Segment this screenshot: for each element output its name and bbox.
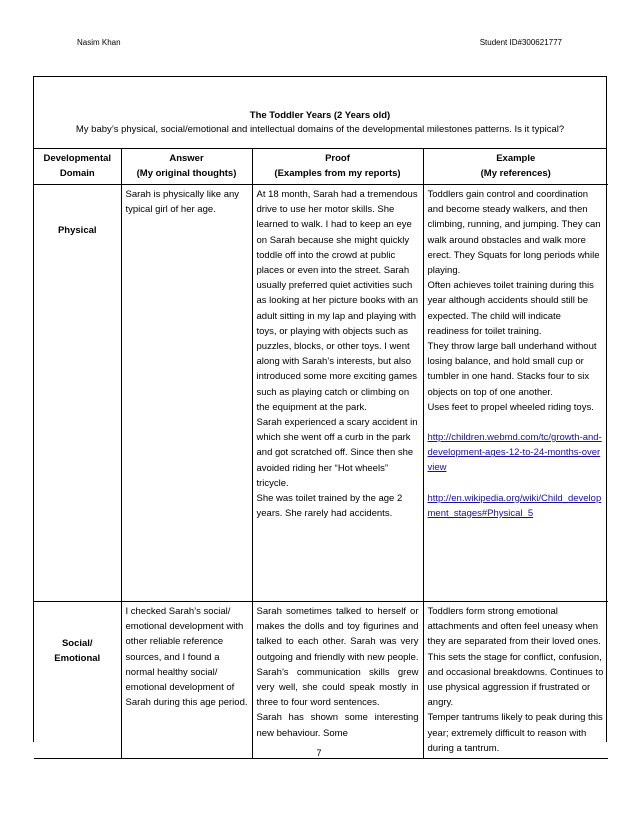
social-example-cell [423,602,608,759]
social-example-paragraph-2: Temper tantrums likely to peak during this year; extremely difficult to reason with during a tantrum. [427,712,603,754]
col-header-example-line1: Example [496,153,536,164]
col-header-example-line2: (My references) [480,168,551,180]
physical-proof-paragraph-2: Sarah experienced a scary accident in which she went off a curb in the park and got scratched off. Since then she avoided riding her “Hot wheels” tricycle. [256,417,418,489]
milestones-table-frame [33,76,607,754]
social-domain-line2: Emotional [54,653,101,665]
physical-proof-paragraph-1: At 18 month, Sarah had a tremendous drive to use her motor skills. She learned to walk. I had to keep an eye on Sarah because she might quickly toddle off into the crowd at public places or even into the street. Sarah usually preferred quiet activities such as looking at her picture books with an adult sitting in my lap and playing with toys, or playing with objects such as puzzles, blocks, or other toys. I went along with Sarah’s interests, but also introduced some more exciting games such as playing catch or climbing on the equipment at the park. [256,189,419,413]
social-proof-paragraph-1: Sarah sometimes talked to herself or makes the dolls and toy figurines and talked to each other. Sarah was very outgoing and friendly with new people. Sarah’s communication skills grew very well, she could speak mostly in three to four word sentences. [256,606,419,709]
reference-link-wikipedia[interactable]: http://en.wikipedia.org/wiki/Child_development_stages#Physical_5 [427,492,602,519]
physical-example-paragraph-3: They throw large ball underhand without losing balance, and hold small cup or tumbler in one hand. Stacks four to six objects on top of one another. [427,341,597,398]
col-header-domain [34,149,121,185]
physical-proof-paragraph-3: She was toilet trained by the age 2 years. She rarely had accidents. [256,493,403,520]
table-row-physical [34,185,608,602]
social-answer-cell: I checked Sarah’s social/ emotional development with other reliable reference sources, and I found a normal healthy social/ emotional development of Sarah during this age period. [121,602,252,759]
col-header-domain-line2: Domain [59,168,95,180]
social-example-paragraph-1: Toddlers form strong emotional attachments and often feel uneasy when they are separated from their loved ones. This sets the stage for conflict, confusion, and occasional breakdowns. Continues to use physical aggression if frustrated or angry. [427,606,604,709]
physical-example-paragraph-4: Uses feet to propel wheeled riding toys. [427,401,594,413]
col-header-domain-line1: Developmental [43,153,112,164]
title-block [34,77,606,149]
table-title: The Toddler Years (2 Years old) [249,110,391,121]
header-row [34,149,608,185]
social-domain-line1: Social/ [61,638,93,649]
col-header-answer-line1: Answer [169,153,204,164]
physical-answer-cell: Sarah is physically like any typical girl of her age. [121,185,252,602]
table-row-social-emotional [34,602,608,759]
physical-example-paragraph-1: Toddlers gain control and coordination and become steady walkers, and then climbing, running, and jumping. They can walk around obstacles and walk more erect. They Squats for long periods while playing. [427,189,601,277]
physical-example-cell [423,185,608,602]
physical-proof-cell [252,185,423,602]
header-student-id: Student ID#300621777 [479,38,562,47]
col-header-proof [252,149,423,185]
col-header-proof-line2: (Examples from my reports) [274,168,401,180]
social-proof-paragraph-2: Sarah has shown some interesting new behaviour. Some [256,712,419,739]
social-domain-cell [34,602,121,759]
milestones-table [34,149,608,759]
col-header-answer-line2: (My original thoughts) [136,168,237,180]
col-header-proof-line1: Proof [325,153,350,164]
physical-example-paragraph-2: Often achieves toilet training during this year although accidents should still be expected. The child will indicate readiness for toilet training. [427,280,594,337]
page-number: 7 [316,748,322,758]
social-proof-cell [252,602,423,759]
col-header-example [423,149,608,185]
reference-link-webmd[interactable]: http://children.webmd.com/tc/growth-and-development-ages-12-to-24-months-overview [427,432,602,474]
header-author: Nasim Khan [77,38,121,47]
col-header-answer [121,149,252,185]
table-question: My baby’s physical, social/emotional and intellectual domains of the developmental milestones patterns. Is it typical? [75,124,565,135]
physical-domain-cell: Physical [34,185,121,602]
